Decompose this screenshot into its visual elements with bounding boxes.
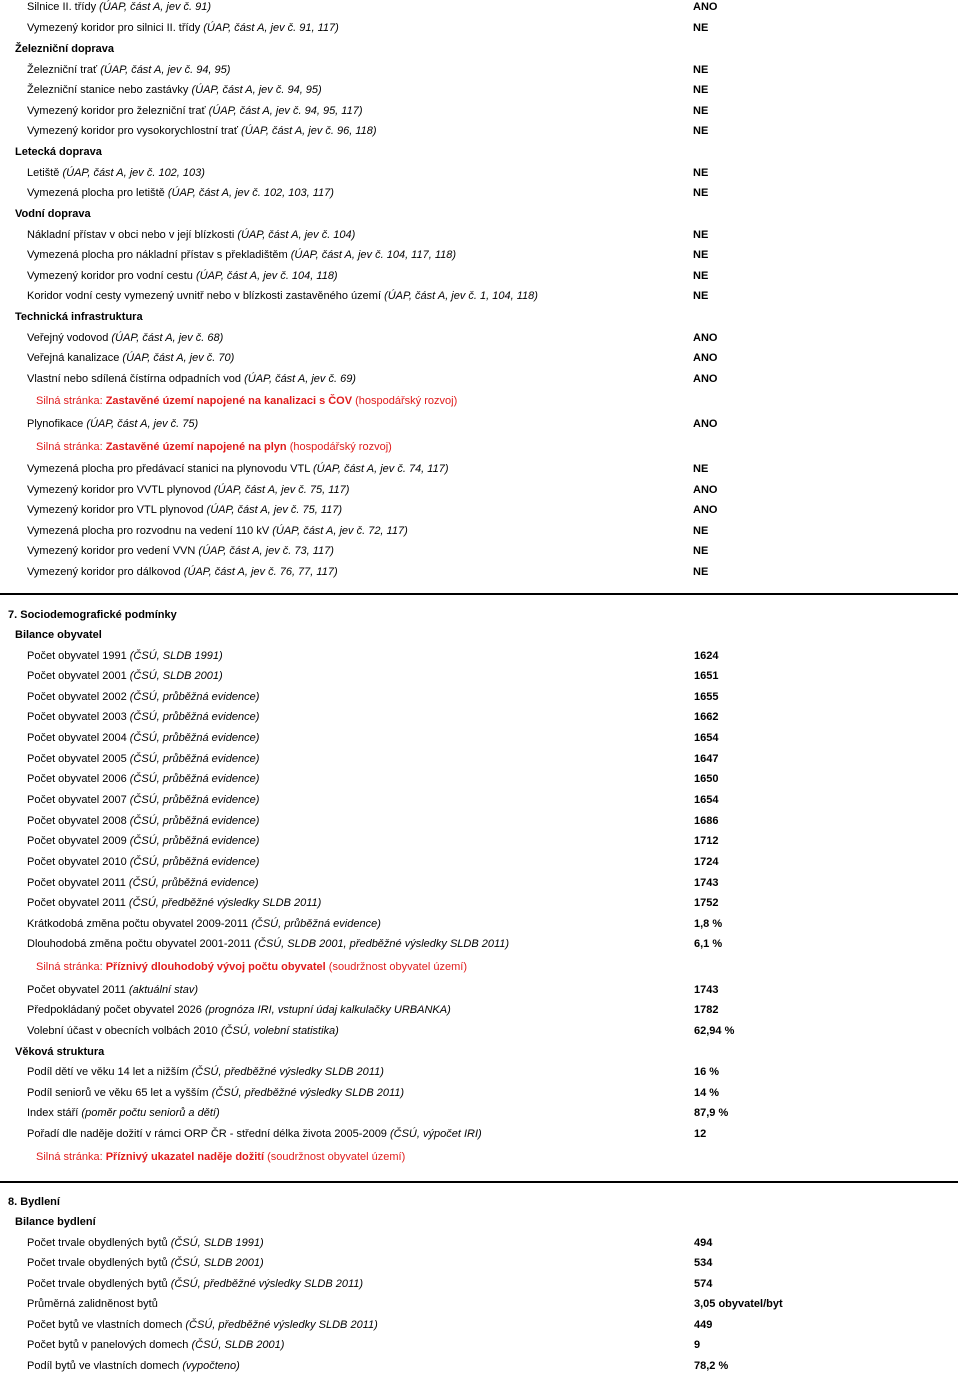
row-value: 3,05 obyvatel/byt [694, 1298, 783, 1310]
row-value: 449 [694, 1319, 713, 1331]
row-source: (ÚAP, část A, jev č. 104, 117, 118) [290, 249, 457, 261]
category-row [0, 208, 960, 228]
row-label [27, 249, 456, 261]
row-label-text: Počet bytů ve vlastních domech [27, 1319, 186, 1331]
row-value: 1,8 % [694, 918, 723, 930]
row-label-text: Počet obyvatel 2001 [27, 670, 130, 682]
data-row [0, 794, 960, 814]
data-row [0, 1107, 960, 1127]
row-label-text: Vymezená plocha pro předávací stanici na plynovodu VTL [27, 463, 313, 475]
strength-category: (soudržnost obyvatel území) [325, 961, 467, 973]
row-label [27, 22, 339, 34]
row-value: 78,2 % [694, 1360, 729, 1372]
category-heading: Věková struktura [15, 1046, 105, 1058]
row-label [27, 670, 223, 682]
data-row [0, 815, 960, 835]
row-label-text: Koridor vodní cesty vymezený uvnitř nebo v blízkosti zastavěného území [27, 290, 385, 302]
row-label-text: Počet obyvatel 2002 [27, 691, 130, 703]
data-row [0, 290, 960, 310]
row-label-text: Vymezený koridor pro VTL plynovod [27, 504, 207, 516]
row-label [27, 1360, 240, 1372]
row-label-text: Vymezený koridor pro vysokorychlostní trať [27, 125, 242, 137]
category-row [0, 43, 960, 63]
row-label [27, 732, 259, 744]
data-row [0, 332, 960, 352]
row-label-text: Vymezená plocha pro rozvodnu na vedení 110 kV [27, 525, 273, 537]
row-label-text: Pořadí dle naděje dožití v rámci ORP ČR - střední délka života 2005-2009 [27, 1128, 390, 1140]
strength-text [36, 441, 392, 453]
strength-category: (hospodářský rozvoj) [286, 441, 392, 453]
category-heading: Bilance bydlení [15, 1216, 96, 1228]
row-label-text: Počet obyvatel 1991 [27, 650, 130, 662]
row-value: NE [693, 249, 709, 261]
row-label-text: Počet obyvatel 2007 [27, 794, 130, 806]
row-source: (ČSÚ, průběžná evidence) [129, 691, 260, 703]
row-value: 534 [694, 1257, 713, 1269]
row-label-text: Počet obyvatel 2008 [27, 815, 130, 827]
data-row [0, 463, 960, 483]
row-label-text: Podíl bytů ve vlastních domech [27, 1360, 183, 1372]
row-source: (ČSÚ, předběžné výsledky SLDB 2011) [211, 1087, 405, 1099]
row-label-text: Počet obyvatel 2011 [27, 877, 129, 889]
row-label [27, 835, 259, 847]
strength-prefix: Silná stránka: [36, 961, 106, 973]
row-source: (ČSÚ, předběžné výsledky SLDB 2011) [128, 897, 322, 909]
row-value: 494 [694, 1237, 713, 1249]
row-value: NE [693, 125, 709, 137]
category-row [0, 629, 960, 649]
row-label [27, 484, 349, 496]
row-source: (ČSÚ, průběžná evidence) [129, 856, 260, 868]
row-label [27, 1339, 284, 1351]
row-label [27, 525, 408, 537]
data-row [0, 270, 960, 290]
row-label [27, 918, 381, 930]
data-row [0, 105, 960, 125]
row-source: (ČSÚ, průběžná evidence) [129, 794, 260, 806]
data-row [0, 835, 960, 855]
data-row [0, 1339, 960, 1359]
row-source: (ÚAP, část A, jev č. 94, 95, 117) [208, 105, 363, 117]
row-label-text: Vymezený koridor pro VVTL plynovod [27, 484, 214, 496]
row-label-text: Vymezený koridor pro silnici II. třídy [27, 22, 204, 34]
row-value: NE [693, 64, 709, 76]
data-row [0, 918, 960, 938]
category-row [0, 1216, 960, 1236]
row-source: (ÚAP, část A, jev č. 75, 117) [206, 504, 343, 516]
row-label [27, 856, 259, 868]
row-label-text: Počet trvale obydlených bytů [27, 1278, 171, 1290]
row-label-text: Silnice II. třídy [27, 1, 100, 13]
row-value: 1686 [694, 815, 719, 827]
strength-title: Příznivý ukazatel naděje dožití [105, 1151, 265, 1163]
row-value: 1662 [694, 711, 719, 723]
data-row [0, 545, 960, 565]
data-row [0, 125, 960, 145]
row-label [27, 1298, 158, 1310]
row-value: NE [693, 22, 709, 34]
row-label-text: Počet obyvatel 2004 [27, 732, 130, 744]
row-source: (ČSÚ, SLDB 1991) [170, 1237, 264, 1249]
row-source: (ÚAP, část A, jev č. 102, 103) [62, 167, 205, 179]
row-source: (ÚAP, část A, jev č. 73, 117) [198, 545, 334, 557]
row-label [27, 1237, 264, 1249]
data-row [0, 691, 960, 711]
row-value: 1724 [694, 856, 719, 868]
strength-title: Zastavěné území napojené na plyn [105, 441, 287, 453]
row-value: ANO [693, 373, 718, 385]
row-value: NE [693, 270, 709, 282]
row-source: (ČSÚ, SLDB 1991) [129, 650, 223, 662]
row-label [27, 545, 334, 557]
data-row [0, 22, 960, 42]
strength-note [0, 395, 960, 415]
row-value: 9 [694, 1339, 701, 1351]
row-value: ANO [693, 332, 718, 344]
row-value: 16 % [694, 1066, 720, 1078]
row-source: (prognóza IRI, vstupní údaj kalkulačky URBANKA) [204, 1004, 451, 1016]
strength-text [36, 395, 457, 407]
row-label [27, 794, 259, 806]
row-value: 6,1 % [694, 938, 723, 950]
row-value: NE [693, 566, 709, 578]
row-value: NE [693, 187, 709, 199]
data-row [0, 773, 960, 793]
row-source: (poměr počtu seniorů a dětí) [81, 1107, 220, 1119]
row-label [27, 332, 223, 344]
row-label [27, 84, 322, 96]
row-source: (ČSÚ, průběžná evidence) [129, 773, 260, 785]
data-row [0, 877, 960, 897]
row-source: (ÚAP, část A, jev č. 104) [237, 229, 356, 241]
row-label-text: Počet obyvatel 2011 [27, 984, 129, 996]
row-label-text: Vlastní nebo sdílená čístírna odpadních vod [27, 373, 245, 385]
row-source: (ÚAP, část A, jev č. 69) [244, 373, 356, 385]
row-value: NE [693, 463, 709, 475]
row-label [27, 373, 356, 385]
row-label-text: Počet obyvatel 2010 [27, 856, 130, 868]
row-label-text: Počet obyvatel 2009 [27, 835, 130, 847]
row-value: 1743 [694, 877, 719, 889]
row-label [27, 1278, 363, 1290]
data-row [0, 670, 960, 690]
row-source: (ÚAP, část A, jev č. 75) [86, 418, 199, 430]
strength-prefix: Silná stránka: [36, 1151, 106, 1163]
data-row [0, 64, 960, 84]
row-value: NE [693, 229, 709, 241]
row-source: (ÚAP, část A, jev č. 104, 118) [195, 270, 338, 282]
row-label [27, 105, 363, 117]
row-value: NE [693, 105, 709, 117]
row-source: (ČSÚ, SLDB 2001) [170, 1257, 264, 1269]
strength-note [0, 961, 960, 981]
data-row [0, 1087, 960, 1107]
row-value: ANO [693, 352, 718, 364]
row-value: 14 % [694, 1087, 720, 1099]
row-label-text: Volební účast v obecních volbách 2010 [27, 1025, 221, 1037]
row-value: NE [693, 167, 709, 179]
row-value: 12 [694, 1128, 707, 1140]
row-value: ANO [693, 504, 718, 516]
data-row [0, 856, 960, 876]
data-row [0, 1319, 960, 1339]
row-source: (ČSÚ, průběžná evidence) [128, 877, 259, 889]
data-row [0, 352, 960, 372]
data-row [0, 938, 960, 958]
row-label-text: Veřejná kanalizace [27, 352, 123, 364]
row-source: (ČSÚ, průběžná evidence) [129, 835, 260, 847]
row-source: (ÚAP, část A, jev č. 75, 117) [213, 484, 350, 496]
strength-note [0, 1151, 960, 1171]
row-label [27, 1257, 264, 1269]
row-label-text: Vymezená plocha pro letiště [27, 187, 168, 199]
category-heading: Technická infrastruktura [15, 311, 143, 323]
row-label-text: Vymezený koridor pro železniční trať [27, 105, 209, 117]
row-label-text: Podíl dětí ve věku 14 let a nižším [27, 1066, 192, 1078]
row-label-text: Vymezený koridor pro dálkovod [27, 566, 184, 578]
row-source: (vypočteno) [182, 1360, 240, 1372]
row-source: (ÚAP, část A, jev č. 76, 77, 117) [183, 566, 338, 578]
row-label [27, 1319, 378, 1331]
row-value: 1782 [694, 1004, 719, 1016]
section-title-text: 8. Bydlení [8, 1196, 60, 1208]
row-label [27, 877, 259, 889]
data-row [0, 525, 960, 545]
row-value: 1752 [694, 897, 719, 909]
row-source: (ČSÚ, průběžná evidence) [129, 732, 260, 744]
row-label [27, 1107, 220, 1119]
row-label-text: Plynofikace [27, 418, 87, 430]
row-label [27, 566, 338, 578]
row-label [27, 352, 234, 364]
row-label-text: Průměrná zalidněnost bytů [27, 1298, 158, 1310]
row-source: (ČSÚ, SLDB 2001, předběžné výsledky SLDB 2011) [254, 938, 510, 950]
row-source: (ÚAP, část A, jev č. 94, 95) [100, 64, 231, 76]
data-row [0, 1278, 960, 1298]
data-row [0, 167, 960, 187]
row-value: NE [693, 545, 709, 557]
row-source: (aktuální stav) [128, 984, 199, 996]
row-label [27, 64, 230, 76]
row-label [27, 418, 198, 430]
row-label-text: Krátkodobá změna počtu obyvatel 2009-2011 [27, 918, 252, 930]
row-source: (ÚAP, část A, jev č. 72, 117) [272, 525, 408, 537]
row-value: 87,9 % [694, 1107, 729, 1119]
data-row [0, 373, 960, 393]
data-row [0, 504, 960, 524]
data-row [0, 84, 960, 104]
data-row [0, 753, 960, 773]
data-row [0, 418, 960, 438]
row-label-text: Vymezený koridor pro vedení VVN [27, 545, 199, 557]
row-value: 1654 [694, 732, 719, 744]
row-value: 1624 [694, 650, 719, 662]
strength-title: Příznivý dlouhodobý vývoj počtu obyvatel [105, 961, 326, 973]
data-row [0, 650, 960, 670]
row-value: ANO [693, 484, 718, 496]
row-label-text: Železniční stanice nebo zastávky [27, 84, 192, 96]
row-value: NE [693, 525, 709, 537]
row-label-text: Počet bytů v panelových domech [27, 1339, 192, 1351]
section-divider [0, 1181, 958, 1183]
section-divider [0, 593, 958, 595]
row-label-text: Počet trvale obydlených bytů [27, 1237, 171, 1249]
data-row [0, 484, 960, 504]
strength-prefix: Silná stránka: [36, 395, 106, 407]
data-row [0, 1, 960, 21]
data-row [0, 1004, 960, 1024]
row-source: (ÚAP, část A, jev č. 74, 117) [312, 463, 449, 475]
row-label-text: Železniční trať [27, 64, 101, 76]
row-label-text: Předpokládaný počet obyvatel 2026 [27, 1004, 205, 1016]
data-row [0, 187, 960, 207]
strength-category: (soudržnost obyvatel území) [264, 1151, 406, 1163]
category-heading: Letecká doprava [15, 146, 102, 158]
row-label-text: Počet obyvatel 2003 [27, 711, 130, 723]
row-label-text: Vymezený koridor pro vodní cestu [27, 270, 196, 282]
section-title-text: 7. Sociodemografické podmínky [8, 609, 177, 621]
row-label [27, 984, 198, 996]
data-row [0, 1360, 960, 1380]
row-label-text: Počet obyvatel 2005 [27, 753, 130, 765]
data-row [0, 897, 960, 917]
row-source: (ČSÚ, SLDB 2001) [129, 670, 223, 682]
row-label [27, 1004, 451, 1016]
row-label [27, 691, 259, 703]
data-row [0, 984, 960, 1004]
strength-text [36, 961, 467, 973]
row-label [27, 125, 377, 137]
row-source: (ČSÚ, průběžná evidence) [251, 918, 381, 930]
strength-text [36, 1151, 405, 1163]
row-label [27, 187, 334, 199]
row-label [27, 463, 449, 475]
data-row [0, 229, 960, 249]
strength-note [0, 441, 960, 461]
row-value: 62,94 % [694, 1025, 735, 1037]
row-source: (ČSÚ, výpočet IRI) [389, 1128, 482, 1140]
row-label-text: Počet obyvatel 2011 [27, 897, 129, 909]
row-source: (ÚAP, část A, jev č. 102, 103, 117) [167, 187, 334, 199]
row-source: (ÚAP, část A, jev č. 96, 118) [241, 125, 377, 137]
row-label [27, 1066, 384, 1078]
row-label [27, 1087, 404, 1099]
row-label-text: Veřejný vodovod [27, 332, 112, 344]
row-label-text: Index stáří [27, 1107, 82, 1119]
row-label [27, 650, 223, 662]
row-source: (ČSÚ, průběžná evidence) [129, 815, 260, 827]
data-row [0, 1257, 960, 1277]
data-row [0, 711, 960, 731]
row-label [27, 1025, 339, 1037]
row-source: (ÚAP, část A, jev č. 70) [122, 352, 235, 364]
row-label-text: Vymezená plocha pro nákladní přístav s překladištěm [27, 249, 291, 261]
row-label [27, 897, 321, 909]
row-source: (ČSÚ, předběžné výsledky SLDB 2011) [191, 1066, 384, 1078]
section-title [0, 1196, 960, 1216]
row-label-text: Počet trvale obydlených bytů [27, 1257, 171, 1269]
row-label [27, 773, 259, 785]
section-title [0, 609, 960, 629]
category-row [0, 311, 960, 331]
category-heading: Vodní doprava [15, 208, 91, 220]
data-row [0, 1298, 960, 1318]
data-row [0, 1066, 960, 1086]
category-row [0, 1046, 960, 1066]
row-label [27, 167, 205, 179]
row-label [27, 711, 259, 723]
row-value: NE [693, 84, 709, 96]
row-source: (ÚAP, část A, jev č. 1, 104, 118) [384, 290, 538, 302]
data-row [0, 249, 960, 269]
row-label [27, 753, 259, 765]
data-row [0, 1128, 960, 1148]
row-value: 1647 [694, 753, 719, 765]
row-label [27, 270, 338, 282]
data-row [0, 1237, 960, 1257]
data-row [0, 1025, 960, 1045]
data-row [0, 566, 960, 586]
row-value: 1712 [694, 835, 719, 847]
row-source: (ÚAP, část A, jev č. 91, 117) [203, 22, 339, 34]
row-source: (ČSÚ, volební statistika) [220, 1025, 339, 1037]
strength-category: (hospodářský rozvoj) [352, 395, 458, 407]
row-value: 1655 [694, 691, 719, 703]
row-value: 1654 [694, 794, 719, 806]
row-value: ANO [693, 1, 718, 13]
row-value: 1651 [694, 670, 719, 682]
row-value: 1743 [694, 984, 719, 996]
row-label [27, 290, 538, 302]
category-heading: Železniční doprava [15, 43, 115, 55]
row-label [27, 504, 342, 516]
row-label-text: Letiště [27, 167, 63, 179]
row-label [27, 815, 259, 827]
row-value: NE [693, 290, 709, 302]
row-label [27, 1, 211, 13]
category-row [0, 146, 960, 166]
row-source: (ÚAP, část A, jev č. 68) [111, 332, 224, 344]
row-source: (ČSÚ, předběžné výsledky SLDB 2011) [170, 1278, 364, 1290]
strength-prefix: Silná stránka: [36, 441, 106, 453]
row-source: (ÚAP, část A, jev č. 91) [99, 1, 212, 13]
row-source: (ÚAP, část A, jev č. 94, 95) [191, 84, 322, 96]
row-label-text: Dlouhodobá změna počtu obyvatel 2001-2011 [27, 938, 255, 950]
row-label-text: Podíl seniorů ve věku 65 let a vyšším [27, 1087, 212, 1099]
row-label-text: Počet obyvatel 2006 [27, 773, 130, 785]
row-label [27, 1128, 482, 1140]
row-label [27, 229, 355, 241]
row-source: (ČSÚ, SLDB 2001) [191, 1339, 285, 1351]
data-row [0, 732, 960, 752]
strength-title: Zastavěné území napojené na kanalizaci s ČOV [105, 395, 353, 407]
row-value: 574 [694, 1278, 713, 1290]
row-value: ANO [693, 418, 718, 430]
row-source: (ČSÚ, průběžná evidence) [129, 753, 260, 765]
row-label [27, 938, 509, 950]
row-value: 1650 [694, 773, 719, 785]
row-source: (ČSÚ, předběžné výsledky SLDB 2011) [185, 1319, 378, 1331]
category-heading: Bilance obyvatel [15, 629, 102, 641]
row-label-text: Nákladní přístav v obci nebo v její blízkosti [27, 229, 238, 241]
row-source: (ČSÚ, průběžná evidence) [129, 711, 260, 723]
